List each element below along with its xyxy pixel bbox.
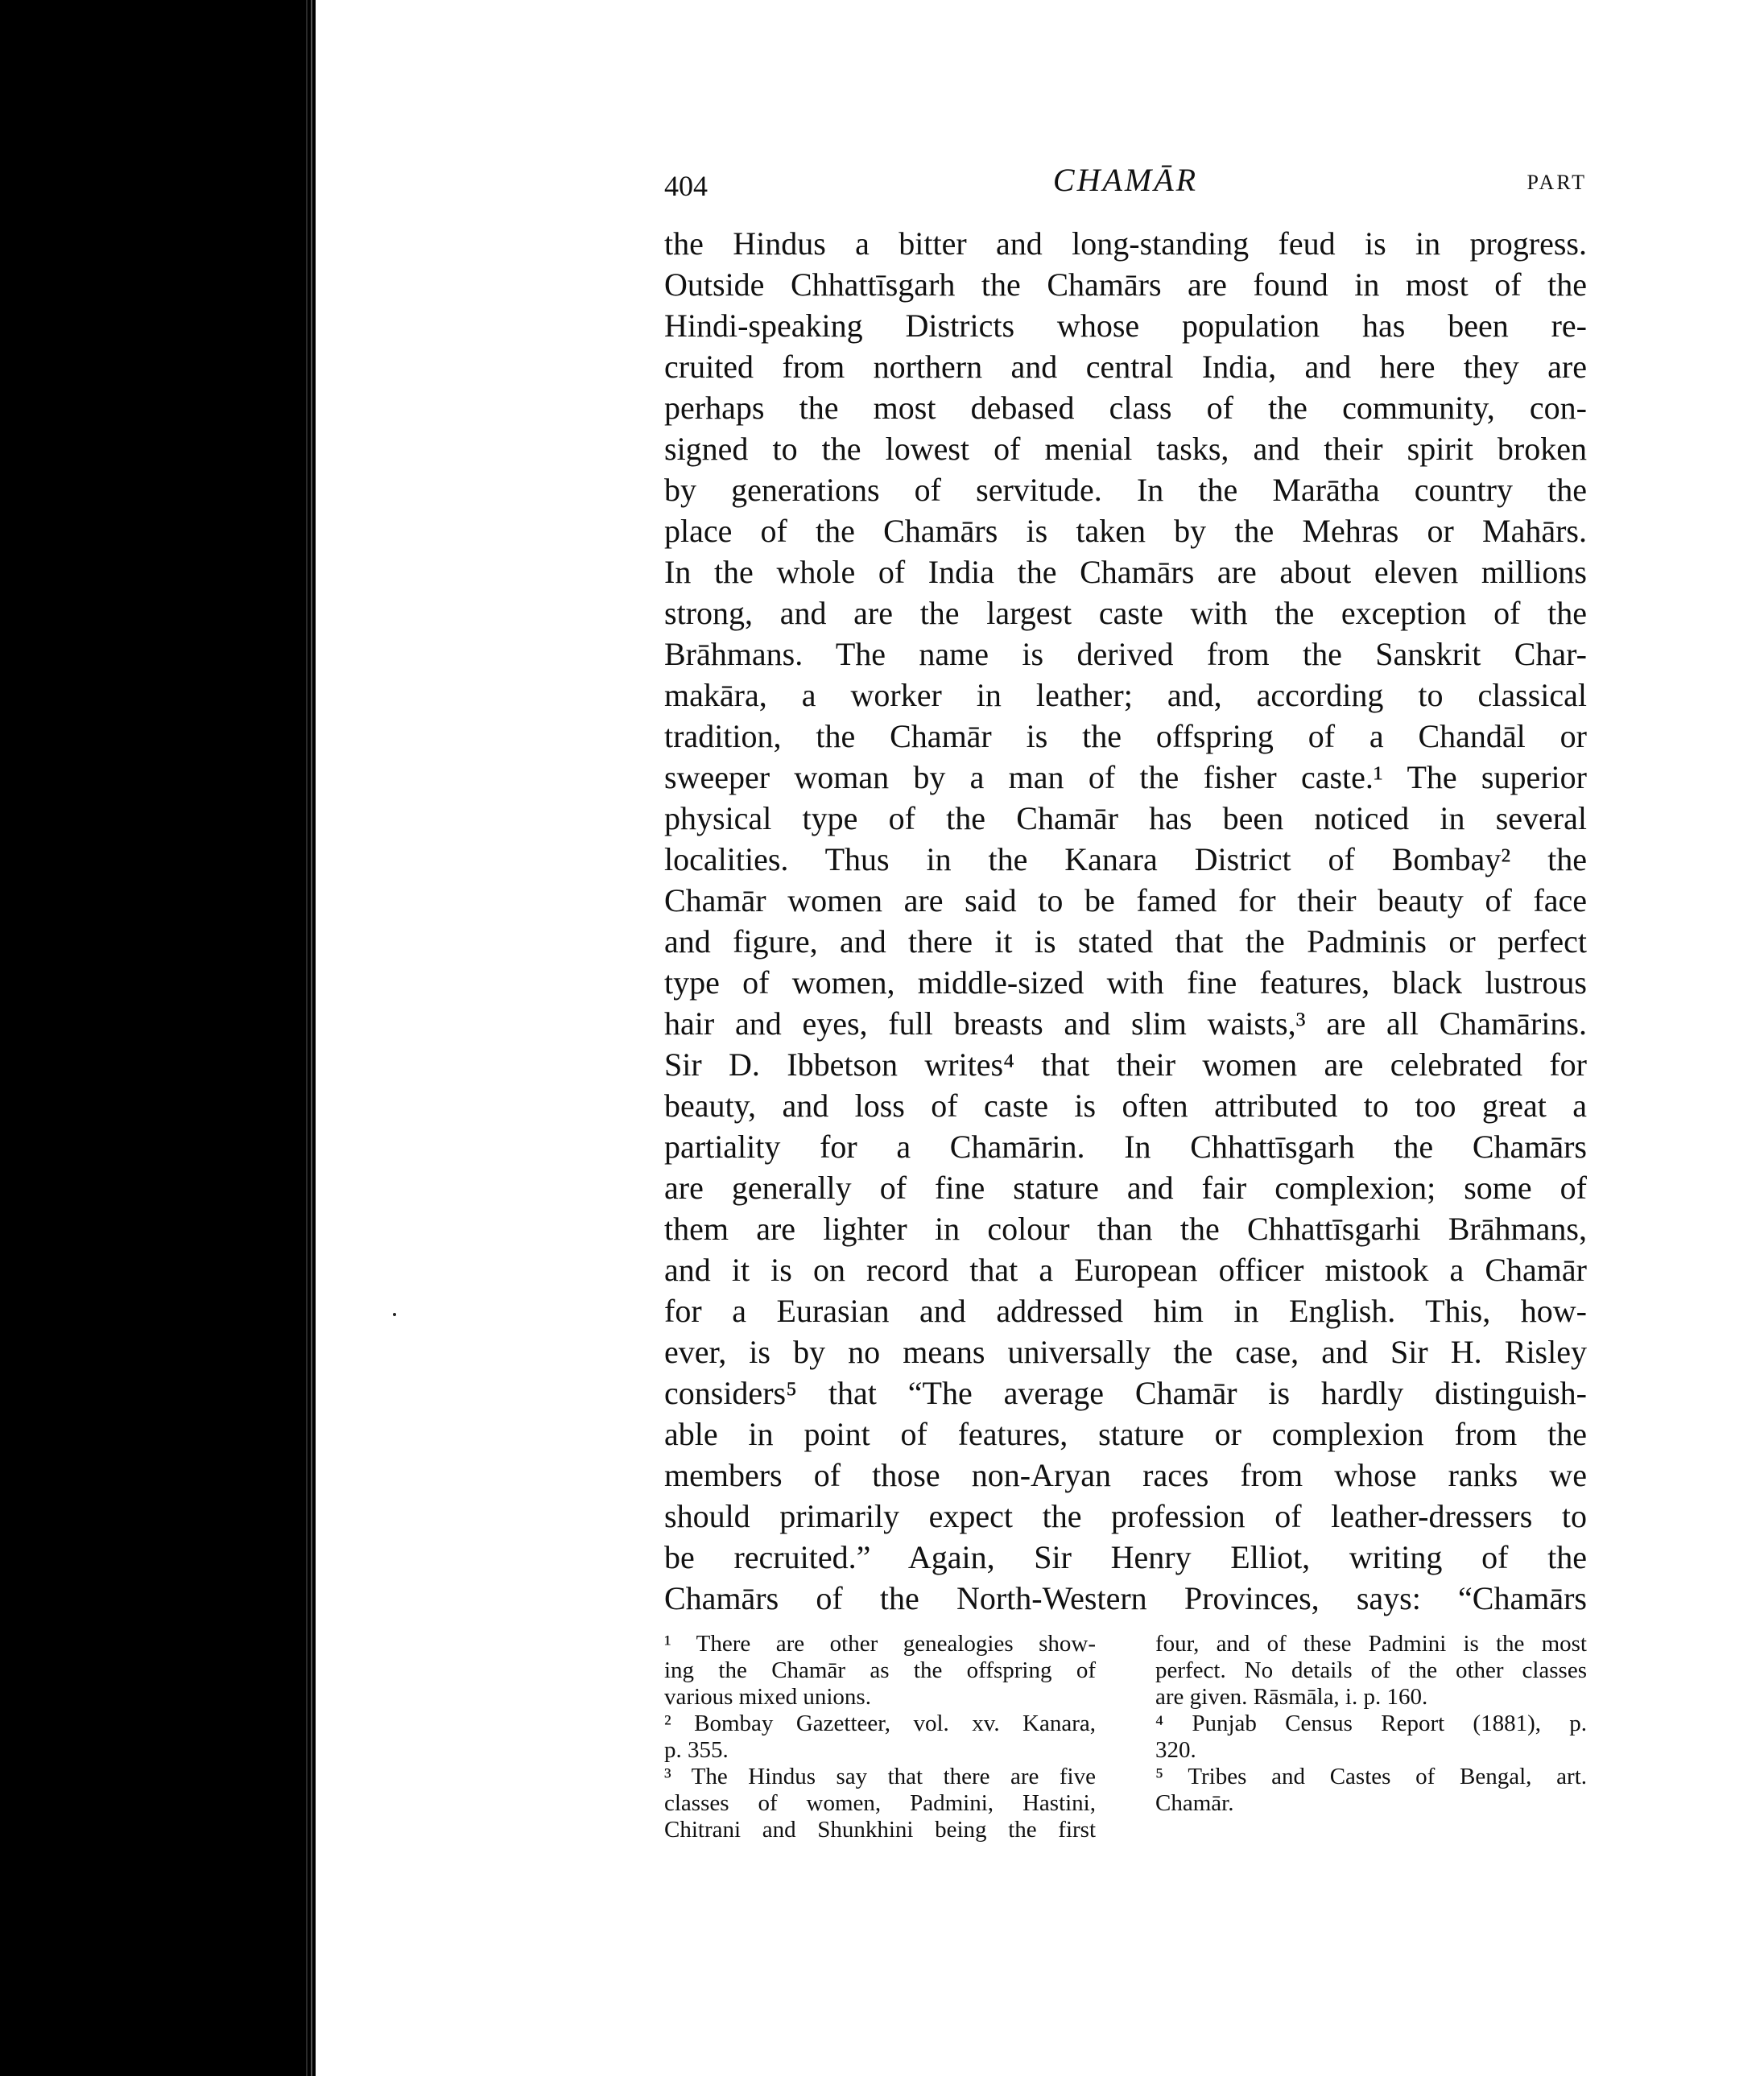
text-line: Chamārs of the North-Western Provinces, says: “Chamārs (664, 1580, 1587, 1616)
text-line: should primarily expect the profession of leather-dressers to (664, 1498, 1587, 1534)
text-line: tradition, the Chamār is the offspring of a Chandāl or (664, 718, 1587, 754)
text-line: In the whole of India the Chamārs are about eleven millions (664, 554, 1587, 590)
footnote-line: various mixed unions. (664, 1684, 871, 1710)
text-line: type of women, middle-sized with fine features, black lustrous (664, 964, 1587, 1001)
footnote-line: ⁵ Tribes and Castes of Bengal, art. (1155, 1764, 1587, 1789)
footnote-line: are given. Rāsmāla, i. p. 160. (1155, 1684, 1428, 1710)
text-line: ever, is by no means universally the case, and Sir H. Risley (664, 1334, 1587, 1370)
footnotes (664, 1631, 1587, 1848)
footnote-line: ² Bombay Gazetteer, vol. xv. Kanara, (664, 1711, 1096, 1736)
footnotes-right-column (1155, 1631, 1587, 1817)
text-line: sweeper woman by a man of the fisher caste.¹ The superior (664, 759, 1587, 795)
text-line: be recruited.” Again, Sir Henry Elliot, writing of the (664, 1539, 1587, 1575)
text-line: Brāhmans. The name is derived from the Sanskrit Char- (664, 636, 1587, 672)
footnote-line: ⁴ Punjab Census Report (1881), p. (1155, 1711, 1587, 1736)
text-line: considers⁵ that “The average Chamār is hardly distinguish- (664, 1375, 1587, 1411)
footnote-line: Chitrani and Shunkhini being the first (664, 1817, 1096, 1843)
text-line: signed to the lowest of menial tasks, and their spirit broken (664, 431, 1587, 467)
part-label: PART (1526, 171, 1587, 194)
text-line: partiality for a Chamārin. In Chhattīsgarh the Chamārs (664, 1129, 1587, 1165)
text-line: localities. Thus in the Kanara District of Bombay² the (664, 841, 1587, 877)
running-title: CHAMĀR (1052, 162, 1199, 198)
footnote-line: perfect. No details of the other classes (1155, 1657, 1587, 1683)
text-line: able in point of features, stature or complexion from the (664, 1416, 1587, 1452)
text-line: are generally of fine stature and fair complexion; some of (664, 1170, 1587, 1206)
footnote-line: p. 355. (664, 1737, 729, 1763)
footnote-line: Chamār. (1155, 1790, 1234, 1816)
text-line: perhaps the most debased class of the community, con- (664, 390, 1587, 426)
text-line: Chamār women are said to be famed for their beauty of face (664, 882, 1587, 918)
text-line: by generations of servitude. In the Marātha country the (664, 472, 1587, 508)
footnotes-left-column (664, 1631, 1096, 1843)
text-line: members of those non-Aryan races from whose ranks we (664, 1457, 1587, 1493)
footnote-line: ¹ There are other genealogies show- (664, 1631, 1096, 1657)
footnote-line: 320. (1155, 1737, 1196, 1763)
page-header (664, 158, 1587, 206)
binding-edge-line (311, 0, 312, 2076)
text-line: them are lighter in colour than the Chhattīsgarhi Brāhmans, (664, 1211, 1587, 1247)
footnote-line: ³ The Hindus say that there are five (664, 1764, 1096, 1789)
text-line: Hindi-speaking Districts whose population has been re- (664, 307, 1587, 344)
text-line: cruited from northern and central India, and here they are (664, 349, 1587, 385)
footnote-line: classes of women, Padmini, Hastini, (664, 1790, 1096, 1816)
binding-edge-line (306, 0, 308, 2076)
book-page (316, 0, 1764, 2076)
text-line: place of the Chamārs is taken by the Mehras or Mahārs. (664, 513, 1587, 549)
text-line: and figure, and there it is stated that the Padminis or perfect (664, 923, 1587, 960)
text-line: physical type of the Chamār has been noticed in several (664, 800, 1587, 836)
text-line: and it is on record that a European officer mistook a Chamār (664, 1252, 1587, 1288)
page-number: 404 (664, 170, 708, 202)
text-line: for a Eurasian and addressed him in English. This, how- (664, 1293, 1587, 1329)
body-text (664, 223, 1587, 1619)
scan-speck (393, 1313, 396, 1316)
footnote-line: ing the Chamār as the offspring of (664, 1657, 1096, 1683)
text-line: makāra, a worker in leather; and, according to classical (664, 677, 1587, 713)
text-line: Outside Chhattīsgarh the Chamārs are found in most of the (664, 266, 1587, 303)
book-binding-shadow (0, 0, 316, 2076)
text-line: Sir D. Ibbetson writes⁴ that their women are celebrated for (664, 1046, 1587, 1083)
footnote-line: four, and of these Padmini is the most (1155, 1631, 1587, 1657)
text-line: hair and eyes, full breasts and slim waists,³ are all Chamārins. (664, 1005, 1587, 1042)
text-line: strong, and are the largest caste with the exception of the (664, 595, 1587, 631)
text-line: beauty, and loss of caste is often attributed to too great a (664, 1088, 1587, 1124)
text-line: the Hindus a bitter and long-standing feud is in progress. (664, 225, 1587, 262)
